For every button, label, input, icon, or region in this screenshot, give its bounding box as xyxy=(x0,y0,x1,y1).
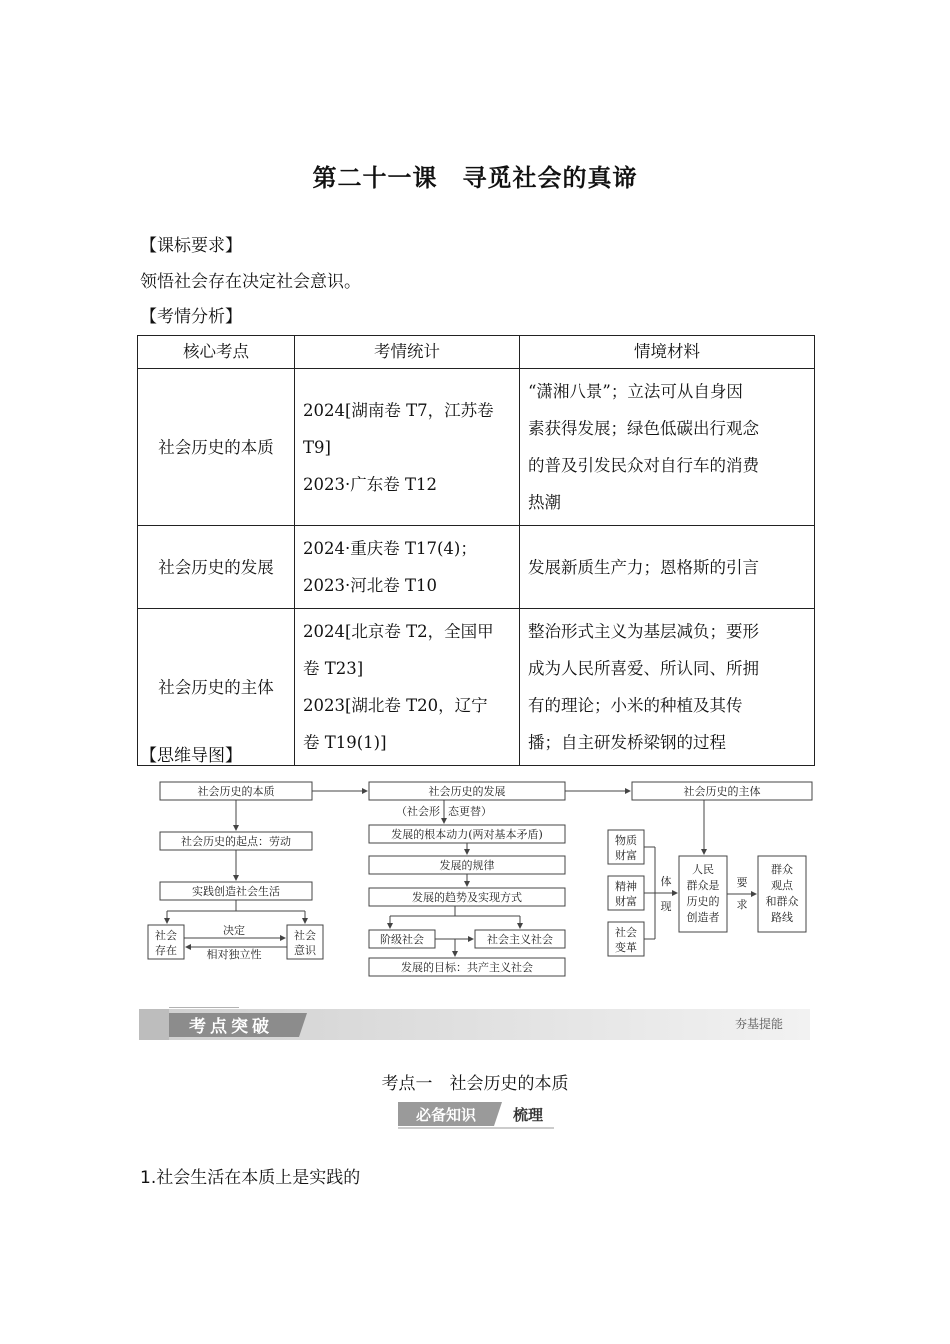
spiritual-wealth-label: 财富 xyxy=(615,895,637,908)
development-label: 社会历史的发展 xyxy=(428,785,506,798)
requirement-text: 领悟社会存在决定社会意识。 xyxy=(140,272,361,292)
material-cell xyxy=(520,609,815,766)
existence-label: 社会 xyxy=(155,929,177,942)
banner-label: 考点突破 xyxy=(189,1017,273,1037)
material-line: 的普及引发民众对自行车的消费 xyxy=(528,456,759,475)
law-label: 发展的规律 xyxy=(439,859,495,872)
stats-line: 2023·河北卷 T10 xyxy=(303,576,437,595)
material-line: 热潮 xyxy=(528,493,561,512)
people-label: 群众是 xyxy=(686,879,720,892)
stats-cell xyxy=(295,526,520,609)
require-label: 要 xyxy=(736,876,748,889)
subject-label: 社会历史的主体 xyxy=(683,785,761,798)
kaodian-title: 考点一 社会历史的本质 xyxy=(381,1074,569,1094)
stats-line: 2023·广东卷 T12 xyxy=(303,474,437,494)
stats-line: 2023[湖北卷 T20，辽宁 xyxy=(303,696,488,715)
embody-label: 体 xyxy=(660,875,672,888)
require-label: 求 xyxy=(736,898,748,911)
masses-label: 和群众 xyxy=(765,895,799,908)
people-label: 创造者 xyxy=(686,911,720,924)
nature-label: 社会历史的本质 xyxy=(197,785,275,798)
fundamental-force-label: 发展的根本动力(两对基本矛盾) xyxy=(391,828,543,841)
stats-line: 卷 T23] xyxy=(303,659,364,678)
class-society-label: 阶级社会 xyxy=(380,933,424,946)
table-row xyxy=(138,369,815,526)
socialist-society-label: 社会主义社会 xyxy=(487,933,553,946)
page-title: 第二十一课 寻觅社会的真谛 xyxy=(312,163,638,192)
people-label: 历史的 xyxy=(686,895,720,908)
consciousness-label: 意识 xyxy=(294,944,316,957)
point-cell: 社会历史的主体 xyxy=(138,609,295,766)
material-cell xyxy=(520,369,815,526)
stats-line: 2024·重庆卷 T17(4)； xyxy=(303,539,477,558)
mind-map xyxy=(135,772,815,984)
origin-label: 社会历史的起点：劳动 xyxy=(181,835,291,848)
stats-line: 2024[湖南卷 T7，江苏卷 xyxy=(303,400,494,420)
bibei-badge xyxy=(398,1100,554,1130)
existence-label: 存在 xyxy=(155,944,177,957)
header-cell: 考情统计 xyxy=(295,336,520,369)
point-1-heading: 1.社会生活在本质上是实践的 xyxy=(140,1168,361,1188)
table-header-row xyxy=(138,336,815,369)
requirement-heading: 【课标要求】 xyxy=(140,236,242,256)
header-cell: 情境材料 xyxy=(520,336,815,369)
stats-cell xyxy=(295,609,520,766)
bibei-label: 必备知识 xyxy=(415,1106,477,1124)
masses-label: 观点 xyxy=(771,879,793,892)
material-wealth-label: 物质 xyxy=(615,834,637,847)
decides-label: 决定 xyxy=(223,924,245,937)
material-line: 整治形式主义为基层减负；要形 xyxy=(528,622,759,641)
masses-label: 路线 xyxy=(771,911,793,924)
header-cell: 核心考点 xyxy=(138,336,295,369)
bibei-suffix: 梳理 xyxy=(512,1106,544,1124)
stats-cell xyxy=(295,369,520,526)
consciousness-label: 社会 xyxy=(294,929,316,942)
people-label: 人民 xyxy=(692,863,714,876)
material-line: 有的理论；小米的种植及其传 xyxy=(528,696,743,715)
mindmap-heading: 【思维导图】 xyxy=(140,746,242,766)
point-cell: 社会历史的本质 xyxy=(138,369,295,526)
stats-line: 卷 T19(1)] xyxy=(303,733,387,752)
material-cell xyxy=(520,526,815,609)
material-line: 发展新质生产力；恩格斯的引言 xyxy=(528,557,759,577)
material-line: “潇湘八景”；立法可从自身因 xyxy=(528,382,743,401)
analysis-heading: 【考情分析】 xyxy=(140,307,242,327)
spiritual-wealth-label: 精神 xyxy=(615,880,637,893)
form-change-label: 态更替） xyxy=(448,805,492,818)
banner-tag: 夯基提能 xyxy=(734,1017,784,1031)
social-change-label: 变革 xyxy=(615,941,637,954)
embody-label: 现 xyxy=(660,900,672,913)
goal-label: 发展的目标：共产主义社会 xyxy=(401,961,533,974)
practice-label: 实践创造社会生活 xyxy=(192,885,280,898)
stats-line: T9] xyxy=(303,437,331,457)
relative-independence-label: 相对独立性 xyxy=(206,948,262,961)
material-line: 素获得发展；绿色低碳出行观念 xyxy=(528,419,759,438)
material-wealth-label: 财富 xyxy=(615,849,637,862)
social-change-label: 社会 xyxy=(615,926,637,939)
masses-label: 群众 xyxy=(771,863,793,876)
material-line: 播；自主研发桥梁钢的过程 xyxy=(528,733,726,752)
form-change-label: （社会形 xyxy=(396,805,440,818)
material-line: 成为人民所喜爱、所认同、所拥 xyxy=(528,659,759,678)
trend-label: 发展的趋势及实现方式 xyxy=(412,891,522,904)
section-banner xyxy=(139,1007,810,1040)
analysis-table xyxy=(137,335,815,766)
stats-line: 2024[北京卷 T2，全国甲 xyxy=(303,622,494,641)
table-row xyxy=(138,526,815,609)
point-cell: 社会历史的发展 xyxy=(138,526,295,609)
